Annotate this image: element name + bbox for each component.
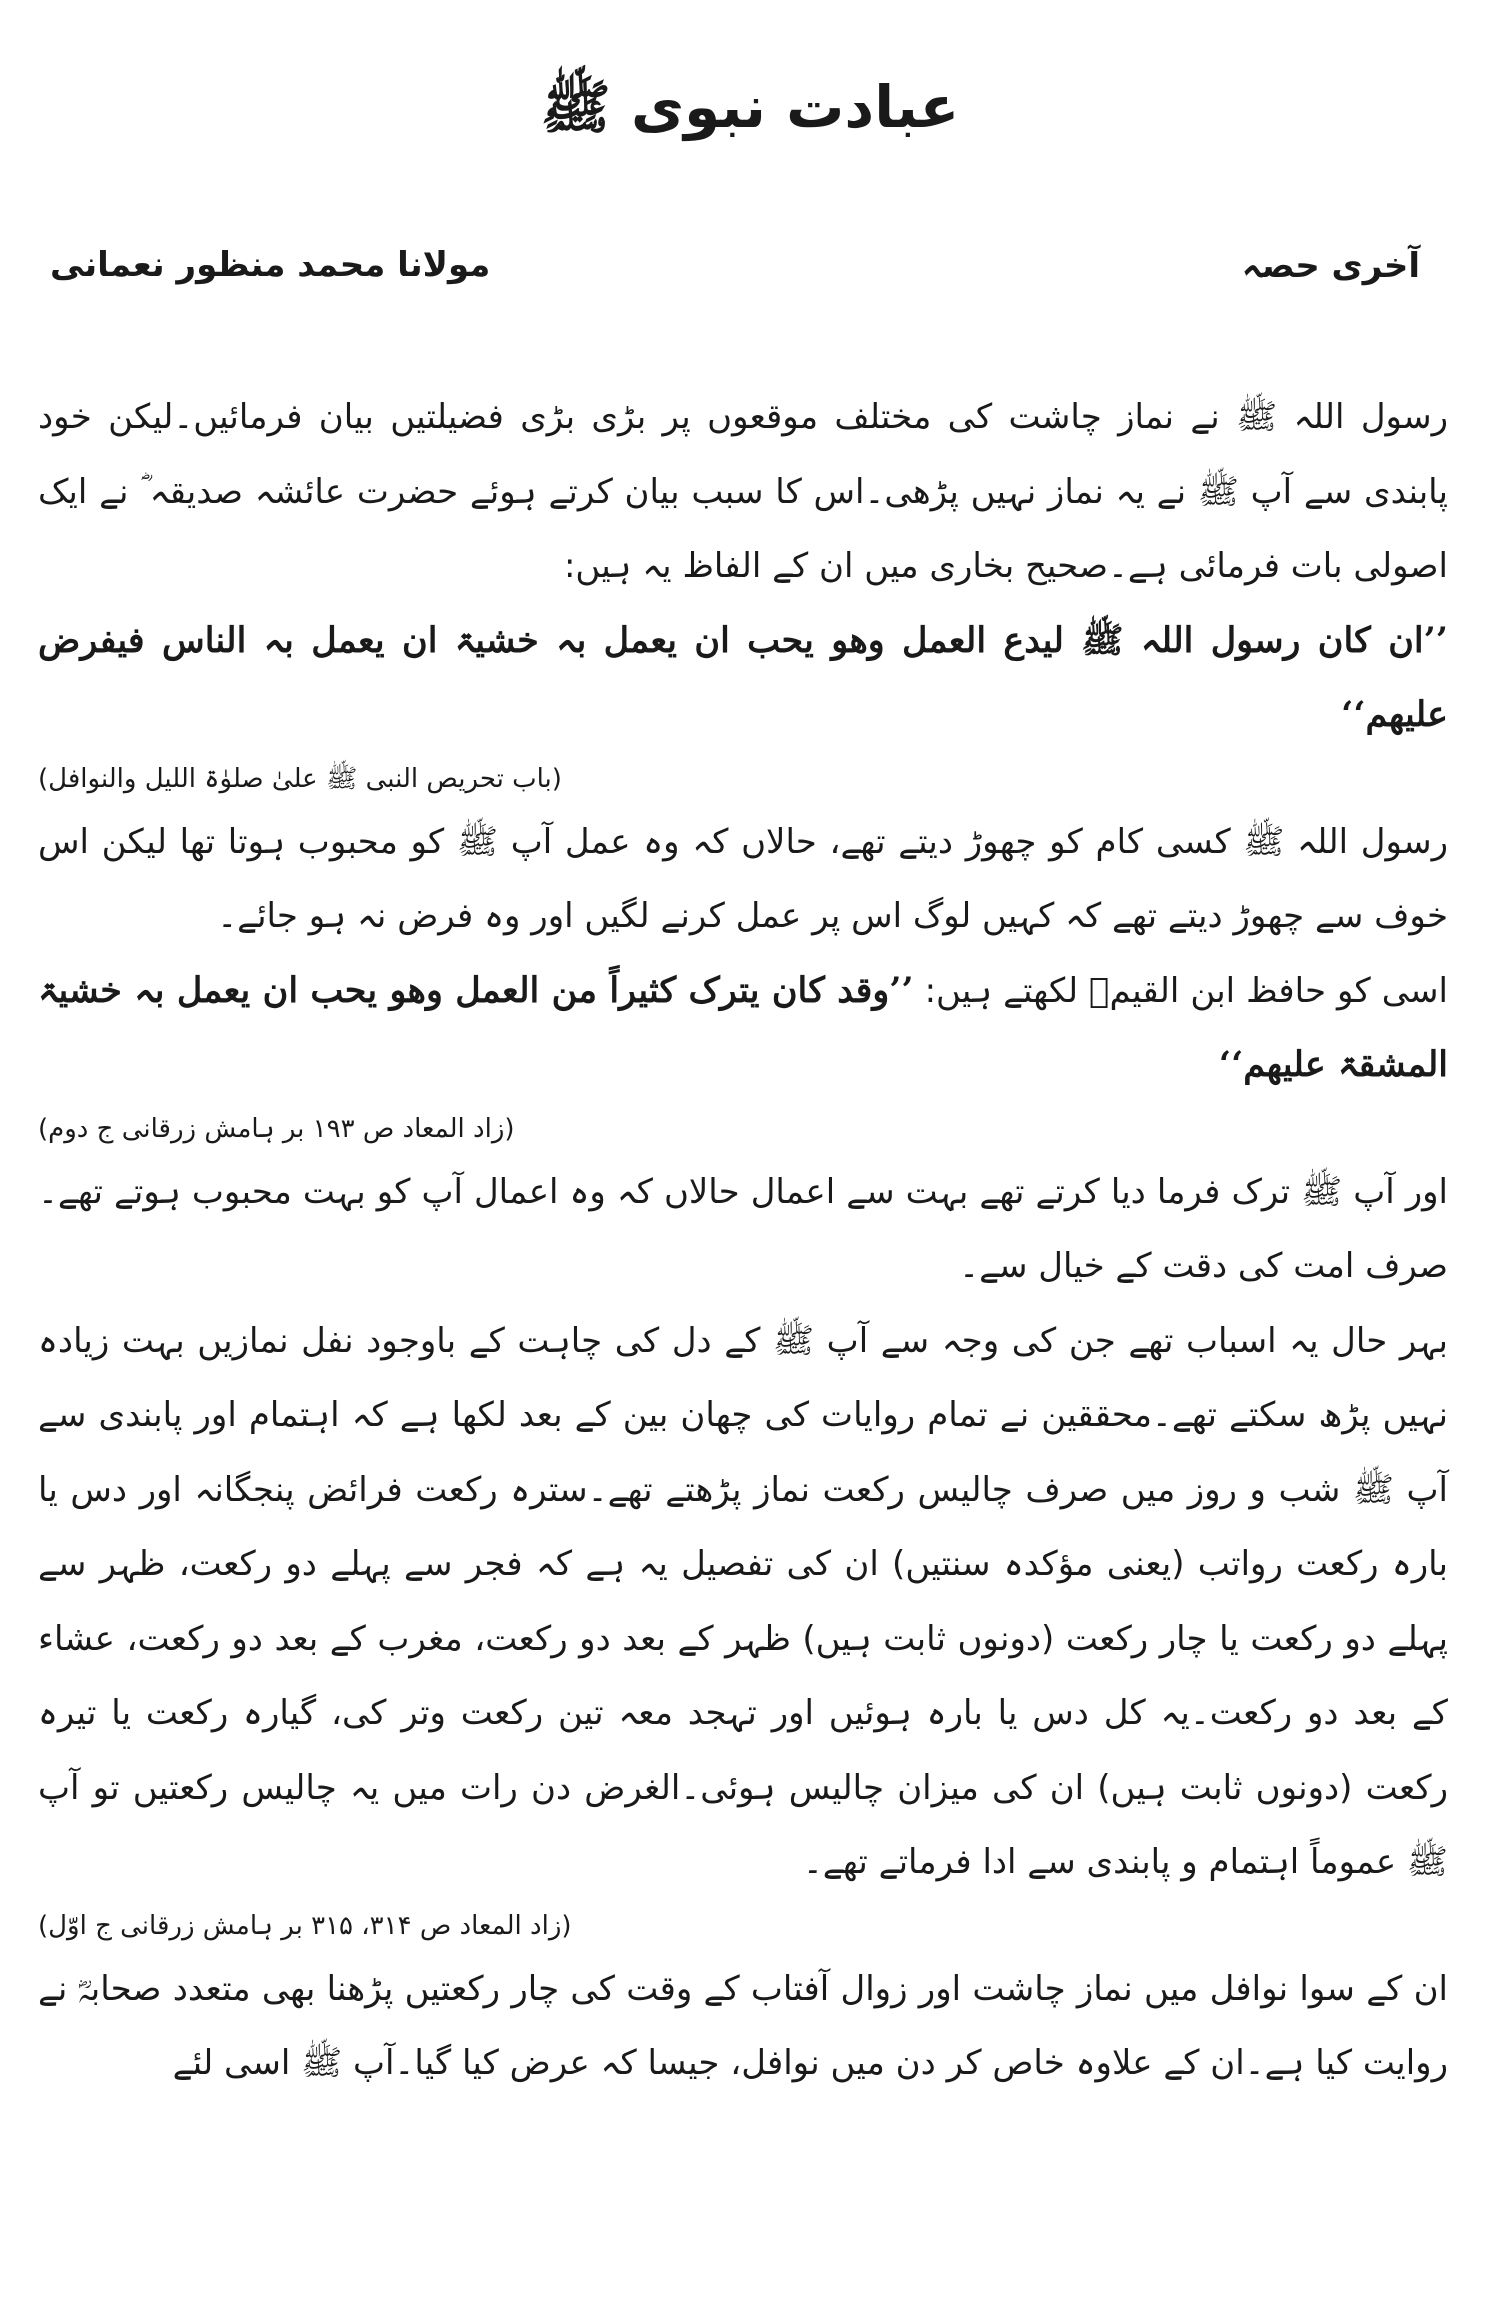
article-meta bbox=[50, 245, 1430, 315]
article-body bbox=[38, 380, 1448, 2101]
paragraph: رسول اللہ ﷺ کسی کام کو چھوڑ دیتے تھے، حالاں کہ وہ عمل آپ ﷺ کو محبوب ہوتا تھا لیکن اس خوف سے چھوڑ دیتے تھے کہ کہیں لوگ اس پر عمل کرنے لگیں اور وہ فرض نہ ہو جائے۔ bbox=[38, 821, 1448, 936]
paragraph bbox=[38, 954, 1448, 1103]
arabic-quote: ’’وقد کان یترک کثیراً من العمل وھو یحب ان یعمل بہ خشیۃ المشقۃ علیھم‘‘ bbox=[38, 969, 1448, 1085]
part-label: آخری حصہ bbox=[1241, 246, 1420, 286]
paragraph-intro: اسی کو حافظ ابن القیمؒ لکھتے ہیں: bbox=[924, 970, 1448, 1011]
paragraph: اور آپ ﷺ ترک فرما دیا کرتے تھے بہت سے اعمال حالاں کہ وہ اعمال آپ کو بہت محبوب ہوتے تھے۔صرف امت کی دقت کے خیال سے۔ bbox=[38, 1171, 1448, 1286]
reference: (زاد المعاد ص ۱۹۳ بر ہامش زرقانی ج دوم) bbox=[38, 1113, 515, 1144]
arabic-quote: ’’ان کان رسول اللہ ﷺ لیدع العمل وھو یحب ان یعمل بہ خشیۃ ان یعمل بہ الناس فیفرض علیھم‘‘ bbox=[38, 619, 1448, 735]
paragraph: ان کے سوا نوافل میں نماز چاشت اور زوال آفتاب کے وقت کی چار رکعتیں پڑھنا بھی متعدد صحابہؓ نے روایت کیا ہے۔ان کے علاوہ خاص کر دن میں نوافل، جیسا کہ عرض کیا گیا۔آپ ﷺ اسی لئے bbox=[38, 1968, 1448, 2083]
reference: (باب تحریص النبی ﷺ علیٰ صلوٰۃ اللیل والنوافل) bbox=[38, 763, 562, 794]
paragraph: رسول اللہ ﷺ نے نماز چاشت کی مختلف موقعوں پر بڑی بڑی فضیلتیں بیان فرمائیں۔لیکن خود پابندی سے آپ ﷺ نے یہ نماز نہیں پڑھی۔اس کا سبب بیان کرتے ہوئے حضرت عائشہ صدیقہ ؓ نے ایک اصولی بات فرمائی ہے۔صحیح بخاری میں ان کے الفاظ یہ ہیں: bbox=[38, 397, 1448, 586]
paragraph: بہر حال یہ اسباب تھے جن کی وجہ سے آپ ﷺ کے دل کی چاہت کے باوجود نفل نمازیں بہت زیادہ نہیں پڑھ سکتے تھے۔محققین نے تمام روایات کی چھان بین کے بعد لکھا ہے کہ اہتمام اور پابندی سے آپ ﷺ شب و روز میں صرف چالیس رکعت نماز پڑھتے تھے۔سترہ رکعت فرائض پنجگانہ اور دس یا بارہ رکعت رواتب (یعنی مؤکدہ سنتیں) ان کی تفصیل یہ ہے کہ فجر سے پہلے دو رکعت، ظہر سے پہلے دو رکعت یا چار رکعت (دونوں ثابت ہیں) ظہر کے بعد دو رکعت، مغرب کے بعد دو رکعت، عشاء کے بعد دو رکعت۔یہ کل دس یا بارہ ہوئیں اور تہجد معہ تین رکعت وتر کی، گیارہ رکعت یا تیرہ رکعت (دونوں ثابت ہیں) ان کی میزان چالیس ہوئی۔الغرض دن رات میں یہ چالیس رکعتیں تو آپ ﷺ عموماً اہتمام و پابندی سے ادا فرماتے تھے۔ bbox=[38, 1320, 1448, 1882]
reference: (زاد المعاد ص ۳۱۴، ۳۱۵ بر ہامش زرقانی ج اوّل) bbox=[38, 1910, 572, 1941]
page-title: عبادت نبوی ﷺ bbox=[540, 73, 960, 141]
author-name: مولانا محمد منظور نعمانی bbox=[50, 245, 491, 285]
